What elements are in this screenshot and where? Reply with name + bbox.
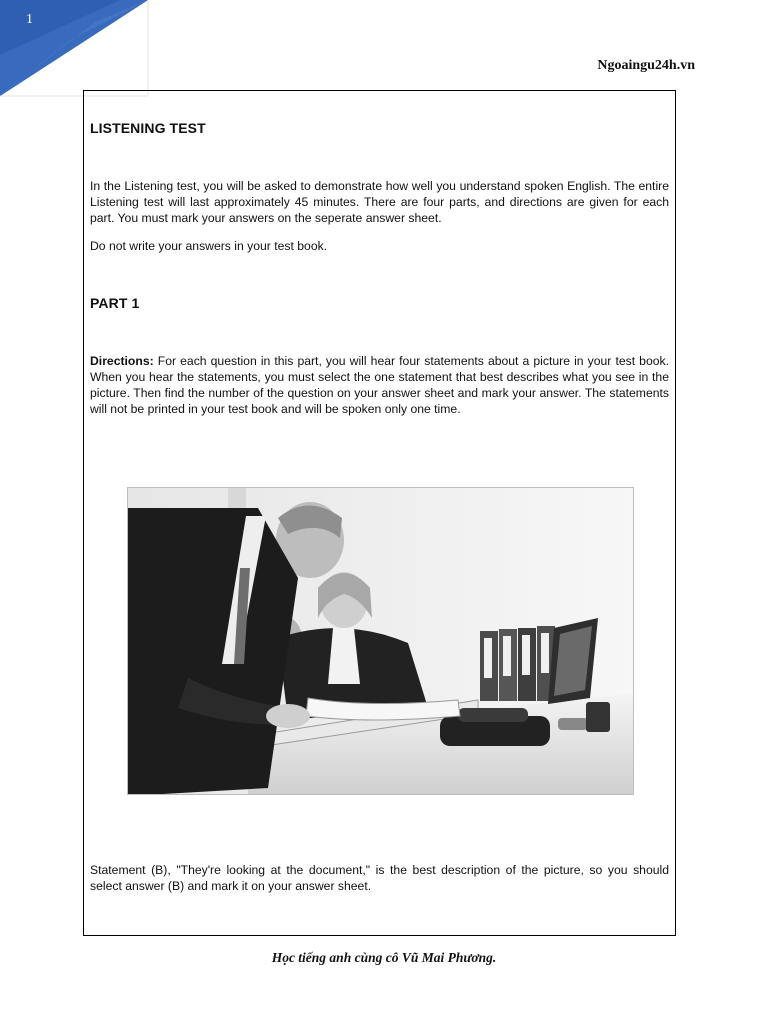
site-name: Ngoaingu24h.vn [597, 58, 695, 73]
directions-paragraph [90, 353, 669, 417]
page-number: 1 [26, 12, 33, 27]
office-photo [127, 487, 634, 795]
directions-label: Directions: [90, 354, 154, 368]
footer-note: Học tiếng anh cùng cô Vũ Mai Phương. [271, 950, 497, 965]
part-1-heading: PART 1 [90, 295, 140, 311]
listening-test-heading: LISTENING TEST [90, 120, 206, 136]
statement-paragraph: Statement (B), "They're looking at the document," is the best description of the picture, so you should select answer (B) and mark it on your answer sheet. [90, 863, 669, 893]
content-box [83, 90, 676, 936]
corner-decoration [0, 0, 150, 100]
intro-paragraph: In the Listening test, you will be asked to demonstrate how well you understand spoken English. The entire Listening test will last approximately 45 minutes. There are four parts, and directions are given for each part. You must mark your answers on the seperate answer sheet. [90, 179, 669, 225]
note-paragraph: Do not write your answers in your test book. [90, 239, 328, 253]
directions-text: For each question in this part, you will hear four statements about a picture in your test book. When you hear the statements, you must select the one statement that best describes what you see in the picture. Then find the number of the question on your answer sheet and mark your answer. The statements will not be printed in your test book and will be spoken only one time. [90, 354, 669, 416]
